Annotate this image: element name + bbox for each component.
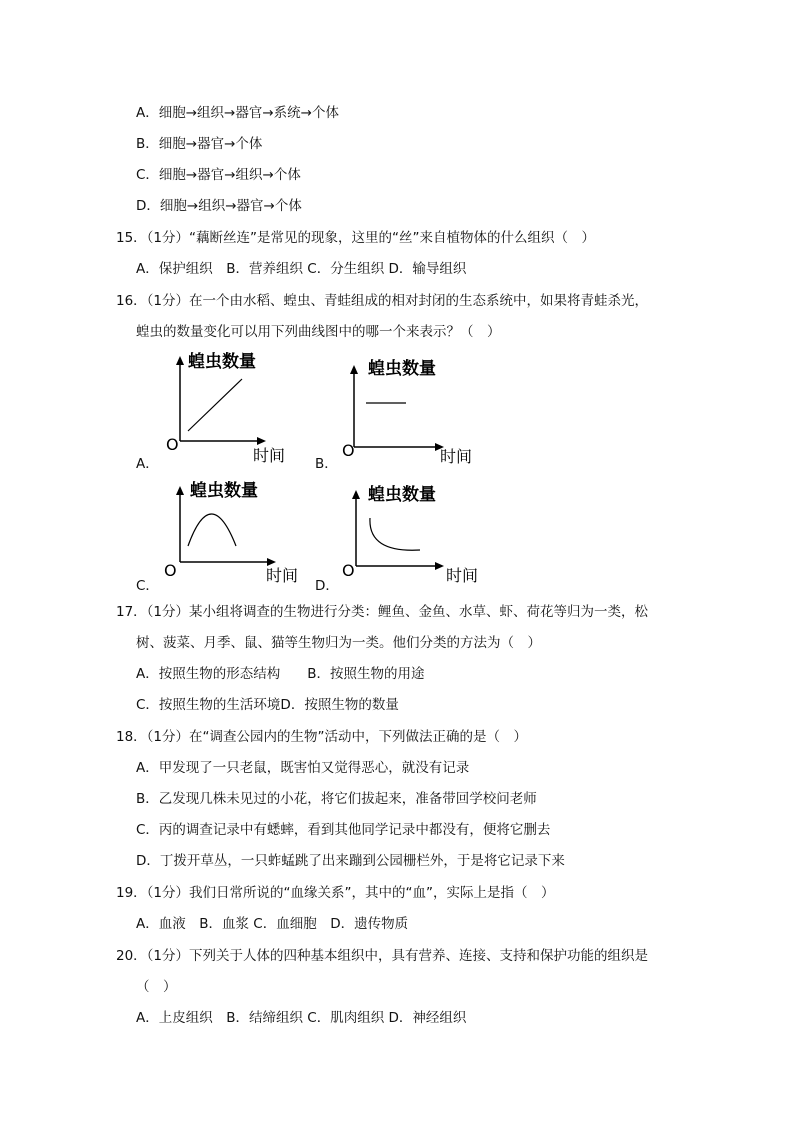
chart-a-y-arrow <box>176 356 184 365</box>
q14-option-a: A．细胞→组织→器官→系统→个体 <box>136 105 339 121</box>
q14-option-b: B．细胞→器官→个体 <box>136 136 263 152</box>
chart-a-curve <box>188 379 242 431</box>
chart-a-x-arrow <box>257 437 266 445</box>
q17-stem-line1: 17．（1分）某小组将调查的生物进行分类：鲤鱼、金鱼、水草、虾、荷花等归为一类，松 <box>116 604 649 620</box>
chart-a-label: A． <box>136 456 159 472</box>
chart-c-y-arrow <box>176 486 184 495</box>
chart-c-x-arrow <box>267 558 276 566</box>
chart-c-label: C． <box>136 578 159 594</box>
chart-c-curve <box>188 514 236 546</box>
q16-stem-line2: 蝗虫的数量变化可以用下列曲线图中的哪一个来表示？（ ） <box>136 324 501 340</box>
chart-c-title: 蝗虫数量 <box>190 481 258 501</box>
q18-option-c: C．丙的调查记录中有蟋蟀，看到其他同学记录中都没有，便将它删去 <box>136 822 551 838</box>
q14-option-c: C．细胞→器官→组织→个体 <box>136 167 301 183</box>
chart-d-y-arrow <box>352 490 360 499</box>
chart-d <box>340 478 490 598</box>
chart-b-y-arrow <box>350 365 358 374</box>
chart-c-origin: O <box>164 561 177 580</box>
q20-stem-line1: 20．（1分）下列关于人体的四种基本组织中，具有营养、连接、支持和保护功能的组织是 <box>116 948 649 964</box>
q15-stem: 15．（1分）“藕断丝连”是常见的现象，这里的“丝”来自植物体的什么组织（ ） <box>116 230 595 246</box>
q17-stem-line2: 树、菠菜、月季、鼠、猫等生物归为一类。他们分类的方法为（ ） <box>136 635 541 651</box>
chart-a <box>160 346 300 466</box>
q20-stem-line2: （ ） <box>136 979 177 995</box>
q16-stem-line1: 16．（1分）在一个由水稻、蝗虫、青蛙组成的相对封闭的生态系统中，如果将青蛙杀光， <box>116 293 649 309</box>
chart-a-origin: O <box>166 435 179 454</box>
q14-option-d: D．细胞→组织→器官→个体 <box>136 198 302 214</box>
q18-option-a: A．甲发现了一只老鼠，既害怕又觉得恶心，就没有记录 <box>136 760 470 776</box>
chart-b-origin: O <box>342 441 355 460</box>
chart-d-xlabel: 时间 <box>446 566 479 585</box>
chart-a-xlabel: 时间 <box>253 446 286 465</box>
q17-options-line2: C．按照生物的生活环境D．按照生物的数量 <box>136 697 399 713</box>
q20-options: A．上皮组织 B．结缔组织 C．肌肉组织 D．神经组织 <box>136 1010 467 1026</box>
chart-d-label: D． <box>315 578 339 594</box>
chart-a-title: 蝗虫数量 <box>188 352 256 372</box>
chart-b <box>338 352 488 472</box>
q18-stem: 18．（1分）在“调查公园内的生物”活动中，下列做法正确的是（ ） <box>116 729 528 745</box>
q19-options: A．血液 B．血浆 C．血细胞 D．遗传物质 <box>136 916 409 932</box>
q18-option-d: D．丁拨开草丛，一只蚱蜢跳了出来蹦到公园栅栏外，于是将它记录下来 <box>136 853 565 869</box>
chart-d-title: 蝗虫数量 <box>368 485 436 505</box>
chart-b-xlabel: 时间 <box>440 447 473 466</box>
chart-c-xlabel: 时间 <box>266 566 299 585</box>
chart-b-title: 蝗虫数量 <box>368 359 436 379</box>
chart-b-label: B． <box>315 456 338 472</box>
chart-d-curve <box>370 518 420 550</box>
chart-d-x-arrow <box>435 562 444 570</box>
q18-option-b: B．乙发现几株未见过的小花，将它们拔起来，准备带回学校问老师 <box>136 791 537 807</box>
q17-options-line1: A．按照生物的形态结构 B．按照生物的用途 <box>136 666 425 682</box>
q19-stem: 19．（1分）我们日常所说的“血缘关系”，其中的“血”，实际上是指（ ） <box>116 885 555 901</box>
chart-d-origin: O <box>342 561 355 580</box>
chart-c <box>162 474 312 594</box>
q15-options: A．保护组织 B．营养组织 C．分生组织 D．输导组织 <box>136 261 467 277</box>
